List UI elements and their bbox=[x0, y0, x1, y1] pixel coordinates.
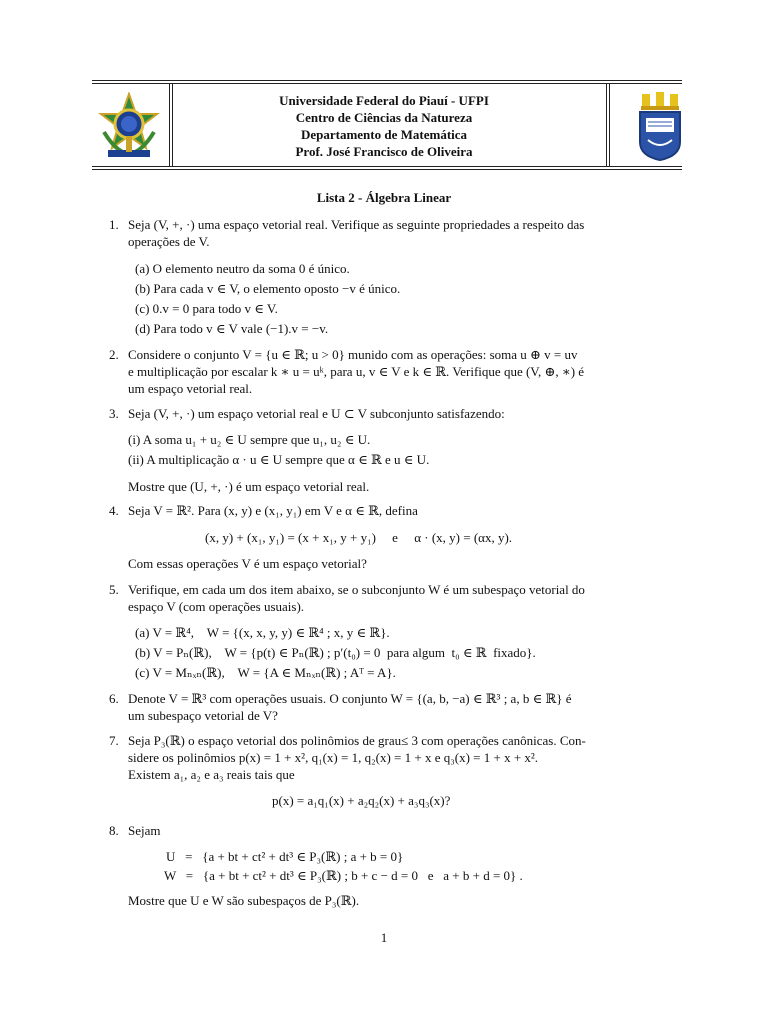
sub-item: (b) V = Pₙ(ℝ), W = {p(t) ∈ Pₙ(ℝ) ; p′(t₀) = 0 para algum t₀ ∈ ℝ fixado}. bbox=[135, 645, 536, 660]
problem-number: 2. bbox=[109, 347, 119, 362]
problem-text-line: um espaço vetorial real. bbox=[128, 381, 253, 396]
problem-text-line: Com essas operações V é um espaço vetorial? bbox=[128, 556, 367, 571]
problem-number: 5. bbox=[109, 582, 119, 597]
sub-item: (c) V = Mₙₓₙ(ℝ), W = {A ∈ Mₙₓₙ(ℝ) ; Aᵀ = A}. bbox=[135, 665, 396, 680]
sub-item: (a) O elemento neutro da soma 0 é único. bbox=[135, 261, 350, 276]
problem-number: 8. bbox=[109, 823, 119, 838]
problem-text-line: Seja (V, +, ·) um espaço vetorial real e U ⊂ V subconjunto satisfazendo: bbox=[128, 406, 505, 421]
problem-text-line: e multiplicação por escalar k ∗ u = uᵏ, para u, v ∈ V e k ∈ ℝ. Verifique que (V, ⊕, ∗) é bbox=[128, 364, 585, 379]
center-name: Centro de Ciências da Natureza bbox=[295, 110, 473, 125]
sub-item: (b) Para cada v ∈ V, o elemento oposto −v é único. bbox=[135, 281, 401, 296]
problem-number: 7. bbox=[109, 733, 119, 748]
professor-name: Prof. José Francisco de Oliveira bbox=[295, 144, 473, 159]
problem-text-line: Considere o conjunto V = {u ∈ ℝ; u > 0} munido com as operações: soma u ⊕ v = uv bbox=[128, 347, 578, 362]
problem-text-line: Sejam bbox=[128, 823, 161, 838]
problem-text-line: Mostre que (U, +, ·) é um espaço vetorial real. bbox=[128, 479, 370, 494]
problem-text-line: Seja V = ℝ². Para (x, y) e (x₁, y₁) em V e α ∈ ℝ, defina bbox=[128, 503, 418, 518]
problem-text-line: Seja (V, +, ·) uma espaço vetorial real. Verifique as seguinte propriedades a respeito das bbox=[128, 217, 585, 232]
problem-text-line: Existem a₁, a₂ e a₃ reais tais que bbox=[128, 767, 295, 782]
university-name: Universidade Federal do Piauí - UFPI bbox=[279, 93, 489, 108]
sub-item: (c) 0.v = 0 para todo v ∈ V. bbox=[135, 301, 278, 316]
page-number: 1 bbox=[380, 930, 388, 945]
sub-item: (d) Para todo v ∈ V vale (−1).v = −v. bbox=[135, 321, 329, 336]
problem-text-line: Mostre que U e W são subespaços de P₃(ℝ). bbox=[128, 893, 360, 908]
problem-number: 1. bbox=[109, 217, 119, 232]
department-name: Departamento de Matemática bbox=[300, 127, 468, 142]
formula: U = {a + bt + ct² + dt³ ∈ P₃(ℝ) ; a + b = 0} bbox=[166, 849, 404, 864]
page-title: Lista 2 - Álgebra Linear bbox=[316, 190, 452, 205]
problem-number: 4. bbox=[109, 503, 119, 518]
sub-item: (i) A soma u₁ + u₂ ∈ U sempre que u₁, u₂ ∈ U. bbox=[128, 432, 371, 447]
formula: p(x) = a₁q₁(x) + a₂q₂(x) + a₃q₃(x)? bbox=[272, 793, 451, 808]
problem-number: 6. bbox=[109, 691, 119, 706]
problem-text-line: Verifique, em cada um dos item abaixo, se o subconjunto W é um subespaço vetorial do bbox=[128, 582, 585, 597]
sub-item: (a) V = ℝ⁴, W = {(x, x, y, y) ∈ ℝ⁴ ; x, y ∈ ℝ}. bbox=[135, 625, 390, 640]
problem-text-line: sidere os polinômios p(x) = 1 + x², q₁(x) = 1, q₂(x) = 1 + x e q₃(x) = 1 + x + x². bbox=[128, 750, 539, 765]
problem-text-line: Denote V = ℝ³ com operações usuais. O conjunto W = {(a, b, −a) ∈ ℝ³ ; a, b ∈ ℝ} é bbox=[128, 691, 572, 706]
problem-text-line: Seja P₃(ℝ) o espaço vetorial dos polinômios de grau≤ 3 com operações canônicas. Con- bbox=[128, 733, 586, 748]
formula: (x, y) + (x₁, y₁) = (x + x₁, y + y₁) e α · (x, y) = (αx, y). bbox=[205, 530, 513, 545]
problem-text-line: um subespaço vetorial de V? bbox=[128, 708, 278, 723]
problem-number: 3. bbox=[109, 406, 119, 421]
problem-text-line: espaço V (com operações usuais). bbox=[128, 599, 305, 614]
formula: W = {a + bt + ct² + dt³ ∈ P₃(ℝ) ; b + c − d = 0 e a + b + d = 0} . bbox=[164, 868, 523, 883]
sub-item: (ii) A multiplicação α · u ∈ U sempre que α ∈ ℝ e u ∈ U. bbox=[128, 452, 430, 467]
problem-text-line: operações de V. bbox=[128, 234, 210, 249]
